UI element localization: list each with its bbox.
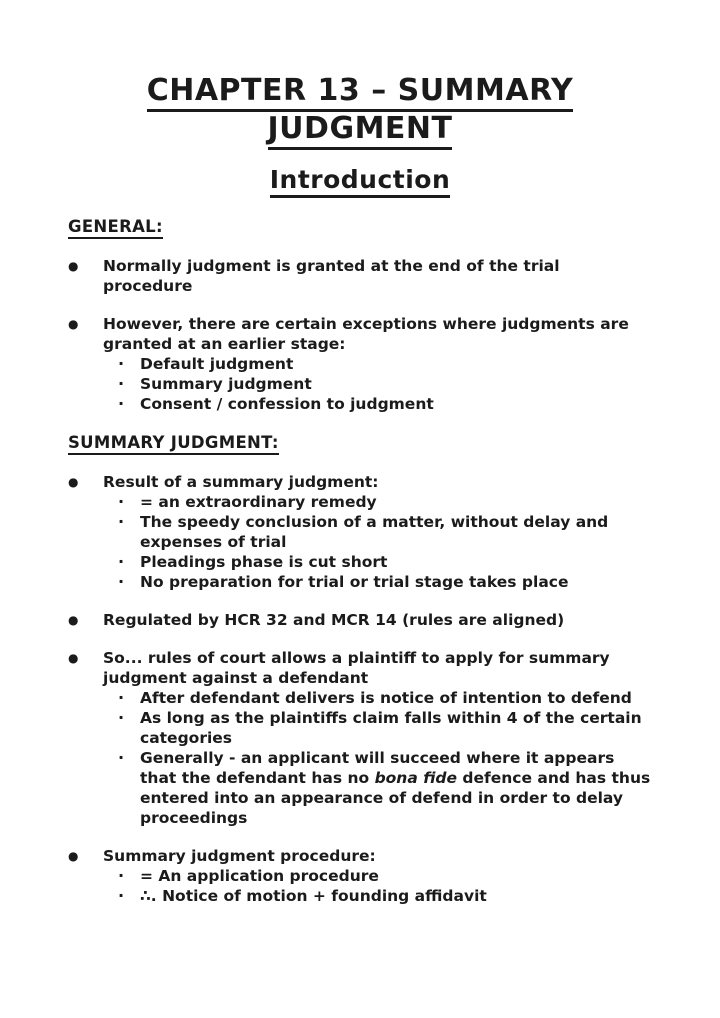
- bullet-text: Summary judgment procedure:: [103, 847, 376, 865]
- bullet-icon: ●: [68, 613, 79, 627]
- sub-bullet-row: [68, 886, 652, 906]
- bullet-item: [68, 610, 652, 630]
- page-title: [68, 72, 652, 148]
- sub-bullet-row: [68, 572, 652, 592]
- section-heading-text: GENERAL:: [68, 217, 163, 239]
- bullet-item: [68, 648, 652, 828]
- sub-bullet-text: Consent / confession to judgment: [140, 395, 434, 413]
- sub-bullet-text: No preparation for trial or trial stage takes place: [140, 573, 569, 591]
- sub-bullet-text: Default judgment: [140, 355, 294, 373]
- sub-bullet-row: [68, 688, 652, 708]
- sub-bullet-icon: ·: [118, 394, 125, 413]
- bullet-text: So... rules of court allows a plaintiff to apply for summary judgment against a defendant: [103, 649, 610, 687]
- bullet-row: [68, 472, 652, 492]
- sub-bullet-row: [68, 866, 652, 886]
- section-heading-text: SUMMARY JUDGMENT:: [68, 433, 279, 455]
- sub-bullet-text: ∴. Notice of motion + founding affidavit: [140, 887, 487, 905]
- bullet-icon: ●: [68, 651, 79, 665]
- bullet-item: [68, 472, 652, 592]
- bullet-row: [68, 256, 652, 296]
- bullet-row: [68, 846, 652, 866]
- bullet-icon: ●: [68, 317, 79, 331]
- sub-bullet-row: [68, 374, 652, 394]
- sub-bullet-icon: ·: [118, 708, 125, 727]
- sub-bullet-text: Generally - an applicant will succeed where it appears that the defendant has no bona fide defence and has thus entered into an appearance of defend in order to delay proceedings: [140, 749, 651, 827]
- sub-bullet-row: [68, 552, 652, 572]
- sub-bullet-row: [68, 708, 652, 748]
- sub-bullet-icon: ·: [118, 492, 125, 511]
- sub-bullet-icon: ·: [118, 374, 125, 393]
- sub-bullet-icon: ·: [118, 886, 125, 905]
- sub-bullet-row: [68, 512, 652, 552]
- sub-bullet-row: [68, 394, 652, 414]
- sub-bullet-icon: ·: [118, 552, 125, 571]
- sub-bullet-icon: ·: [118, 512, 125, 531]
- bullet-icon: ●: [68, 259, 79, 273]
- bullet-item: [68, 846, 652, 906]
- bullet-icon: ●: [68, 849, 79, 863]
- sub-bullet-text: = an extraordinary remedy: [140, 493, 377, 511]
- sub-bullet-icon: ·: [118, 688, 125, 707]
- sub-bullet-text: = An application procedure: [140, 867, 379, 885]
- sub-bullet-text: Pleadings phase is cut short: [140, 553, 388, 571]
- bullet-item: [68, 256, 652, 296]
- page-title-line2: JUDGMENT: [268, 111, 453, 150]
- bullet-text: Result of a summary judgment:: [103, 473, 379, 491]
- sections-container: [68, 216, 652, 906]
- sub-bullet-row: [68, 354, 652, 374]
- sub-bullet-row: [68, 748, 652, 828]
- section-heading: [68, 432, 652, 454]
- page-subtitle-text: Introduction: [270, 165, 451, 198]
- bullet-text: Regulated by HCR 32 and MCR 14 (rules are aligned): [103, 611, 565, 629]
- bullet-item: [68, 314, 652, 414]
- sub-bullet-icon: ·: [118, 866, 125, 885]
- bullet-icon: ●: [68, 475, 79, 489]
- bullet-row: [68, 314, 652, 354]
- sub-bullet-text: Summary judgment: [140, 375, 312, 393]
- page-title-line1: CHAPTER 13 – SUMMARY: [147, 73, 574, 112]
- sub-bullet-icon: ·: [118, 354, 125, 373]
- sub-bullet-icon: ·: [118, 572, 125, 591]
- sub-bullet-text: The speedy conclusion of a matter, without delay and expenses of trial: [140, 513, 609, 551]
- bullet-text: However, there are certain exceptions where judgments are granted at an earlier stage:: [103, 315, 629, 353]
- bullet-row: [68, 610, 652, 630]
- sub-bullet-row: [68, 492, 652, 512]
- sub-bullet-icon: ·: [118, 748, 125, 767]
- sub-bullet-text: As long as the plaintiffs claim falls within 4 of the certain categories: [140, 709, 642, 747]
- bullet-row: [68, 648, 652, 688]
- page-subtitle: [68, 164, 652, 196]
- sub-bullet-text: After defendant delivers is notice of intention to defend: [140, 689, 632, 707]
- section-heading: [68, 216, 652, 238]
- bullet-text: Normally judgment is granted at the end of the trial procedure: [103, 257, 560, 295]
